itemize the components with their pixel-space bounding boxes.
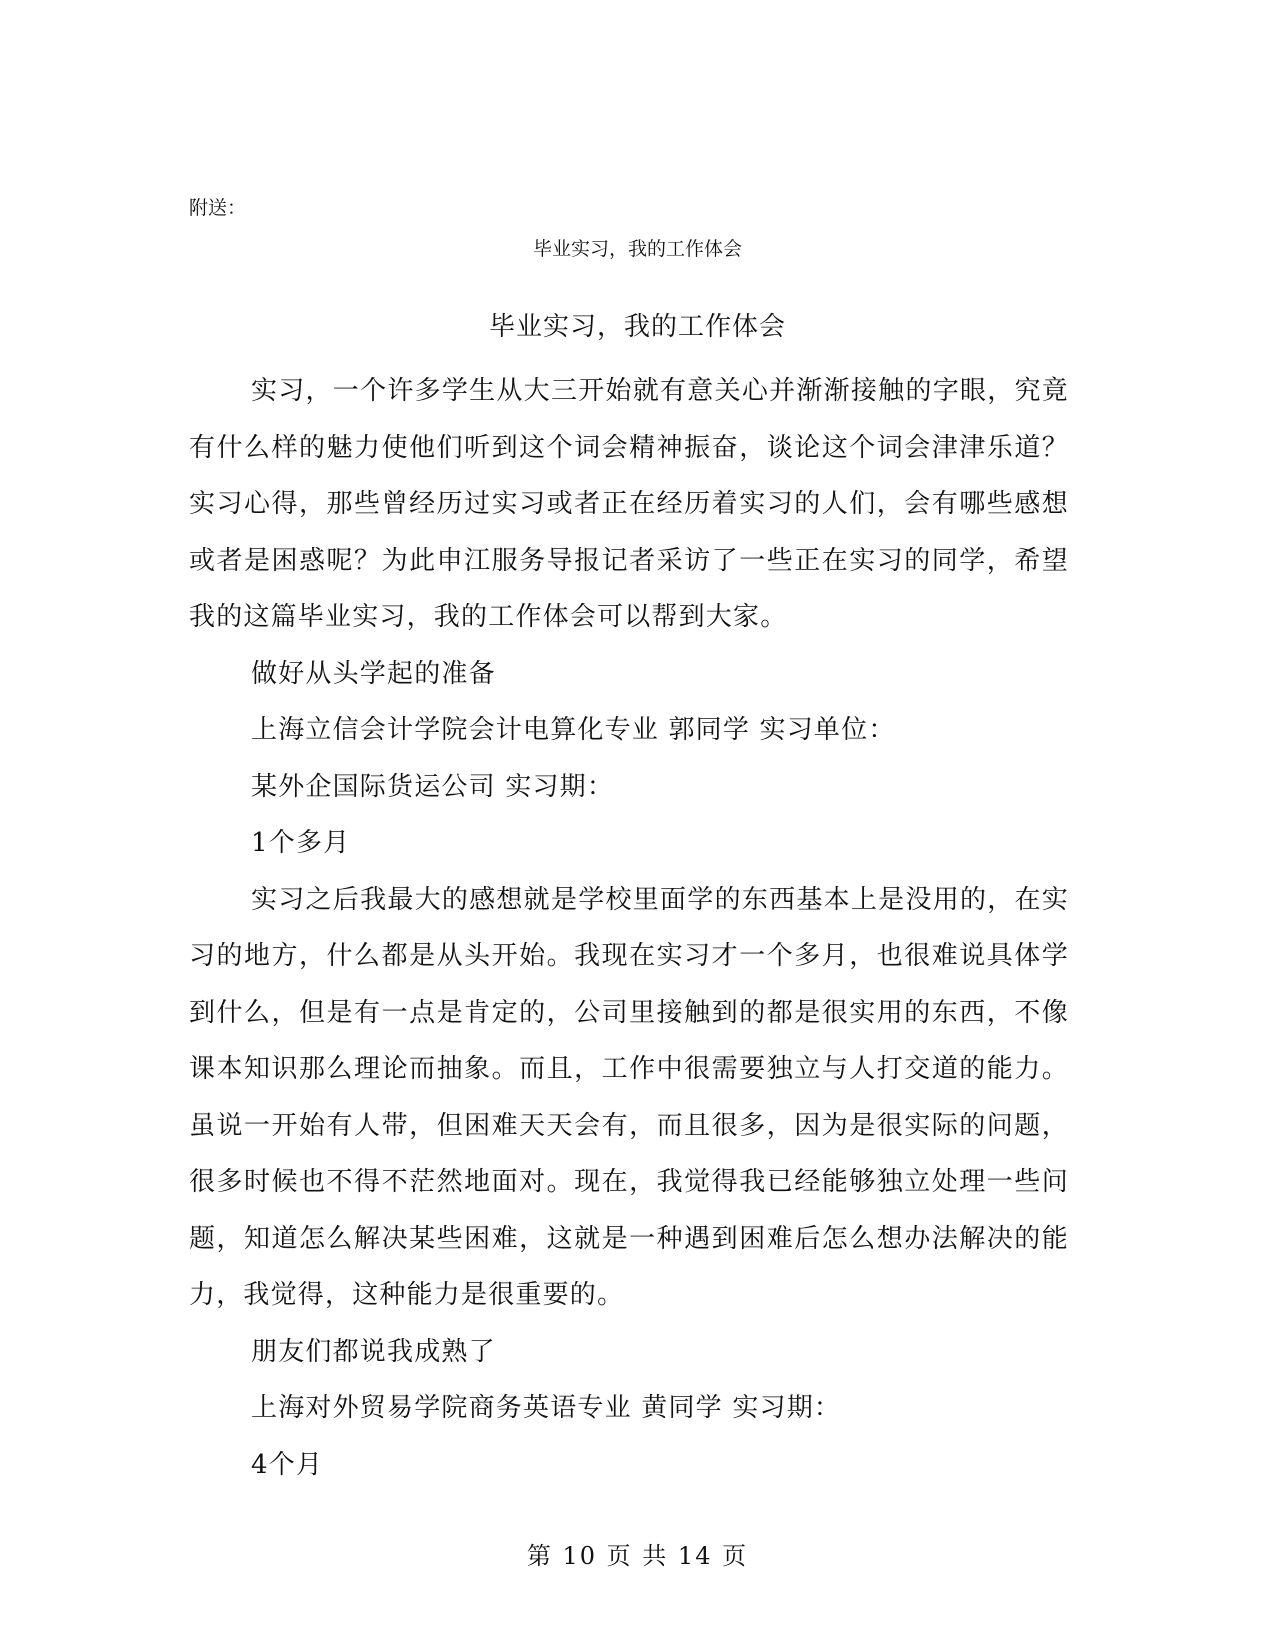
page-footer: 第 10 页 共 14 页	[526, 1542, 749, 1570]
section-heading-1: 做好从头学起的准备	[251, 658, 496, 689]
section-heading-2: 朋友们都说我成熟了	[251, 1336, 496, 1367]
internship-period-2: 4个月	[251, 1449, 324, 1480]
interviewee-info-1: 上海立信会计学院会计电算化专业 郭同学 实习单位：	[251, 715, 896, 745]
attachment-label: 附送：	[189, 197, 247, 219]
document-subtitle: 毕业实习，我的工作体会	[532, 238, 742, 260]
document-body	[189, 363, 1069, 1493]
paragraph-experience-1: 实习之后我最大的感想就是学校里面学的东西基本上是没用的，在实习的地方，什么都是从头开始。我现在实习才一个多月，也很难说具体学到什么，但是有一点是肯定的，公司里接触到的都是很实用的东西，不像课本知识那么理论而抽象。而且，工作中很需要独立与人打交道的能力。虽说一开始有人带，但困难天天会有，而且很多，因为是很实际的问题，很多时候也不得不茫然地面对。现在，我觉得我已经能够独立处理一些问题，知道怎么解决某些困难，这就是一种遇到困难后怎么想办法解决的能力，我觉得，这种能力是很重要的。	[189, 884, 1069, 1310]
document-title: 毕业实习，我的工作体会	[488, 312, 786, 342]
paragraph-intro: 实习，一个许多学生从大三开始就有意关心并渐渐接触的字眼，究竟有什么样的魅力使他们听到这个词会精神振奋，谈论这个词会津津乐道？实习心得，那些曾经历过实习或者正在经历着实习的人们，会有哪些感想或者是困惑呢？为此申江服务导报记者采访了一些正在实习的同学，希望我的这篇毕业实习，我的工作体会可以帮到大家。	[189, 376, 1069, 632]
internship-unit-1: 某外企国际货运公司 实习期：	[251, 771, 615, 802]
interviewee-info-2: 上海对外贸易学院商务英语专业 黄同学 实习期：	[251, 1393, 842, 1423]
internship-period-1: 1个多月	[251, 828, 351, 858]
